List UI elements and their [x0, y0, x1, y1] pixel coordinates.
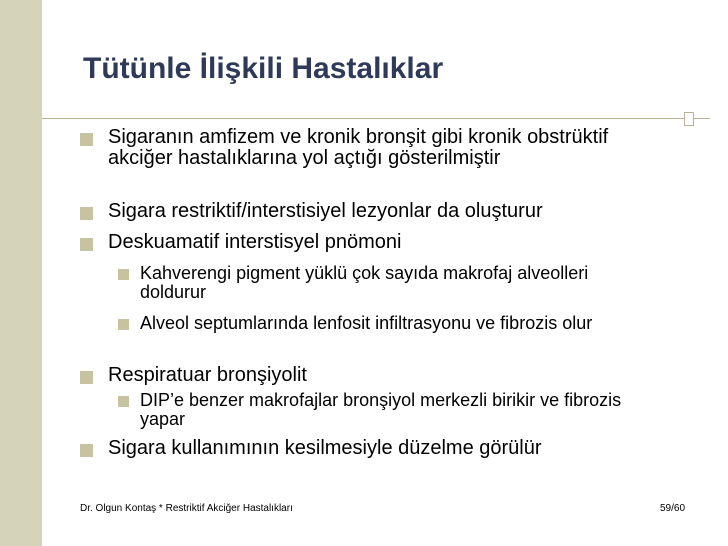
sub-bullet-square-icon: [118, 396, 129, 407]
sub-bullet-square-icon: [118, 319, 129, 330]
bullet-text: Sigara restriktif/interstisiyel lezyonlar da oluşturur: [108, 200, 543, 222]
bullet-text: Sigara kullanımının kesilmesiyle düzelme görülür: [108, 437, 542, 459]
slide-number: 59/60: [660, 503, 686, 514]
sub-bullet-text: Kahverengi pigment yüklü çok sayıda makrofaj alveolleri doldurur: [140, 263, 589, 302]
sub-bullet-square-icon: [118, 269, 129, 280]
bullet-text: Deskuamatif interstisyel pnömoni: [108, 231, 402, 253]
left-decorative-band: [0, 0, 42, 546]
slide-title: Tütünle İlişkili Hastalıklar: [83, 52, 444, 85]
title-divider: [42, 118, 710, 119]
bullet-square-icon: [80, 371, 93, 384]
bullet-square-icon: [80, 207, 93, 220]
bullet-text: Sigaranın amfizem ve kronik bronşit gibi kronik obstrüktif akciğer hastalıklarına yol açtığı gösterilmiştir: [108, 126, 609, 169]
divider-end-box: [684, 112, 694, 126]
sub-bullet-text: Alveol septumlarında lenfosit infiltrasyonu ve fibrozis olur: [140, 313, 593, 333]
sub-bullet-text: DIP’e benzer makrofajlar bronşiyol merkezli birikir ve fibrozis yapar: [140, 390, 622, 429]
bullet-text: Respiratuar bronşiyolit: [108, 364, 307, 386]
footer-author: Dr. Olgun Kontaş * Restriktif Akciğer Hastalıkları: [80, 503, 293, 514]
bullet-square-icon: [80, 133, 93, 146]
bullet-square-icon: [80, 444, 93, 457]
bullet-square-icon: [80, 238, 93, 251]
